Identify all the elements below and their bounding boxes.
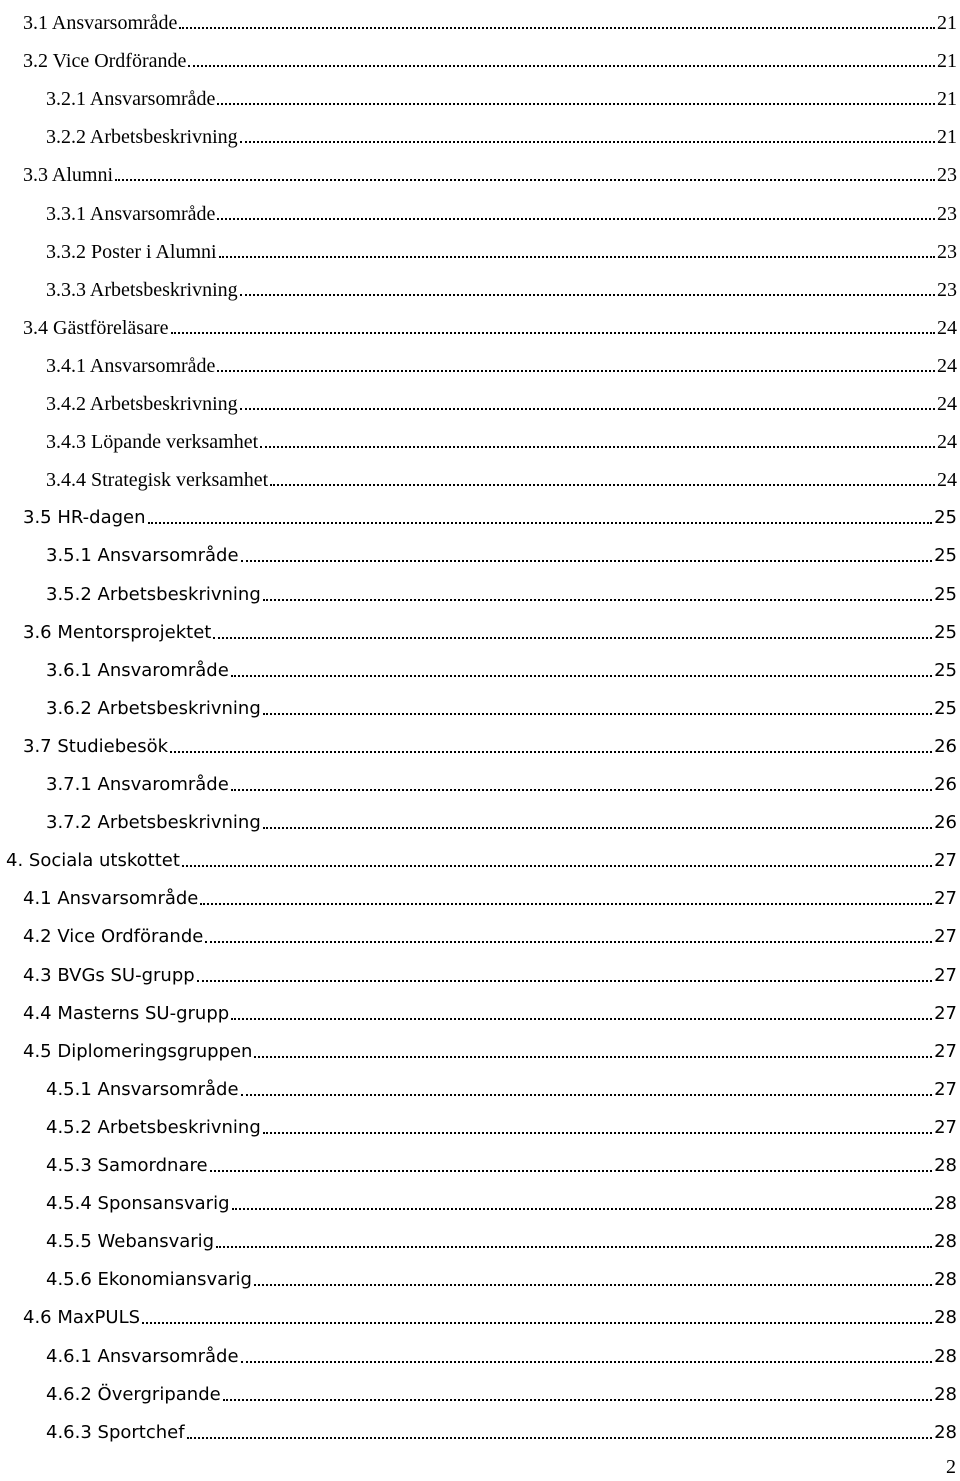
toc-entry-page-number: 27 [934, 926, 957, 948]
toc-entry-page-number: 27 [934, 1116, 957, 1138]
toc-entry-label: 3.3.2 Poster i Alumni [46, 240, 217, 263]
toc-entry-label: 3.4.2 Arbetsbeskrivning [46, 393, 238, 415]
toc-entry-label: 3.3.3 Arbetsbeskrivning [46, 278, 238, 301]
toc-entry[interactable] [0, 1029, 957, 1067]
toc-entry-label: 4.5.1 Ansvarsområde [46, 1078, 239, 1100]
toc-entry[interactable] [0, 762, 957, 800]
toc-entry-label: 3.2.2 Arbetsbeskrivning [46, 126, 238, 149]
toc-dot-leader [240, 141, 935, 143]
toc-dot-leader [270, 484, 935, 486]
toc-entry-label: 3.5 HR-dagen [23, 507, 146, 529]
toc-entry[interactable] [0, 1334, 957, 1372]
toc-entry[interactable] [0, 38, 957, 76]
toc-dot-leader [254, 1056, 932, 1058]
toc-entry-page-number: 24 [937, 354, 957, 377]
toc-entry-page-number: 25 [934, 697, 957, 719]
toc-entry-page-number: 23 [937, 278, 957, 301]
toc-entry-page-number: 27 [934, 1040, 957, 1062]
toc-entry-label: 4.1 Ansvarsområde [23, 888, 199, 910]
toc-entry[interactable] [0, 191, 957, 229]
toc-entry-page-number: 24 [937, 316, 957, 339]
toc-dot-leader [260, 446, 935, 448]
toc-dot-leader [115, 179, 935, 181]
toc-dot-leader [217, 103, 935, 105]
toc-dot-leader [217, 370, 935, 372]
toc-entry[interactable] [0, 229, 957, 267]
toc-dot-leader [170, 751, 932, 753]
toc-entry-label: 4.5.5 Webansvarig [46, 1231, 215, 1253]
toc-entry-page-number: 21 [937, 50, 957, 73]
toc-entry[interactable] [0, 152, 957, 190]
toc-entry[interactable] [0, 267, 957, 305]
toc-entry-page-number: 25 [934, 621, 957, 643]
toc-dot-leader [216, 1246, 932, 1248]
toc-entry[interactable] [0, 114, 957, 152]
toc-dot-leader [241, 1094, 933, 1096]
toc-entry-page-number: 28 [934, 1383, 957, 1405]
toc-entry-label: 3.1 Ansvarsområde [23, 12, 178, 34]
toc-entry-label: 3.4.4 Strategisk verksamhet [46, 469, 269, 492]
toc-entry-label: 4.2 Vice Ordförande [23, 926, 204, 948]
toc-dot-leader [232, 1208, 933, 1210]
toc-dot-leader [182, 865, 932, 867]
toc-entry-label: 4.3 BVGs SU-grupp [23, 964, 195, 986]
toc-entry-page-number: 25 [934, 507, 957, 529]
toc-entry[interactable] [0, 686, 957, 724]
toc-entry-label: 3.5.1 Ansvarsområde [46, 545, 239, 567]
toc-entry-page-number: 25 [934, 659, 957, 681]
toc-dot-leader [240, 408, 935, 410]
toc-dot-leader [197, 980, 932, 982]
toc-dot-leader [254, 1284, 932, 1286]
toc-entry[interactable] [0, 381, 957, 419]
toc-entry-label: 3.6 Mentorsprojektet [23, 621, 212, 643]
toc-entry-page-number: 26 [934, 812, 957, 834]
toc-entry-page-number: 21 [937, 88, 957, 111]
toc-dot-leader [219, 256, 935, 258]
toc-entry[interactable] [0, 495, 957, 533]
toc-entry[interactable] [0, 1143, 957, 1181]
toc-entry-label: 3.6.1 Ansvarområde [46, 659, 229, 681]
toc-entry[interactable] [0, 533, 957, 571]
toc-dot-leader [205, 941, 932, 943]
toc-entry-label: 4.5.6 Ekonomiansvarig [46, 1269, 252, 1291]
toc-entry[interactable] [0, 1410, 957, 1448]
toc-entry[interactable] [0, 953, 957, 991]
toc-entry-page-number: 27 [934, 888, 957, 910]
toc-entry-page-number: 25 [934, 583, 957, 605]
toc-entry-label: 4.5.2 Arbetsbeskrivning [46, 1116, 261, 1138]
toc-entry-page-number: 25 [934, 545, 957, 567]
toc-entry-label: 4. Sociala utskottet [6, 850, 180, 872]
toc-entry-page-number: 26 [934, 774, 957, 795]
toc-entry-label: 4.6.2 Övergripande [46, 1383, 221, 1405]
toc-entry-page-number: 23 [937, 202, 957, 225]
toc-entry[interactable] [0, 1181, 957, 1219]
toc-dot-leader [263, 599, 932, 601]
toc-entry-label: 4.6.1 Ansvarsområde [46, 1345, 239, 1367]
toc-dot-leader [210, 1170, 933, 1172]
toc-entry-page-number: 27 [934, 1078, 957, 1100]
toc-entry-label: 4.5.3 Samordnare [46, 1155, 208, 1176]
toc-entry[interactable] [0, 572, 957, 610]
toc-entry[interactable] [0, 0, 957, 38]
toc-entry[interactable] [0, 724, 957, 762]
toc-entry-label: 3.7.1 Ansvarområde [46, 774, 229, 795]
toc-entry-page-number: 23 [937, 164, 957, 187]
toc-entry-page-number: 27 [934, 850, 957, 872]
toc-entry[interactable] [0, 343, 957, 381]
toc-dot-leader [231, 1018, 932, 1020]
toc-dot-leader [223, 1399, 932, 1401]
toc-entry-page-number: 21 [937, 12, 957, 34]
toc-entry[interactable] [0, 991, 957, 1029]
toc-dot-leader [263, 713, 932, 715]
toc-entry-page-number: 24 [937, 393, 957, 415]
toc-entry-label: 3.2.1 Ansvarsområde [46, 88, 216, 111]
toc-entry[interactable] [0, 838, 957, 876]
toc-entry[interactable] [0, 1067, 957, 1105]
toc-entry-label: 3.4.1 Ansvarsområde [46, 354, 216, 377]
toc-entry[interactable] [0, 914, 957, 952]
toc-entry[interactable] [0, 305, 957, 343]
toc-entry-page-number: 28 [934, 1231, 957, 1253]
toc-entry-label: 3.3 Alumni [23, 164, 114, 187]
toc-entry-label: 3.2 Vice Ordförande [23, 50, 187, 73]
toc-entry-page-number: 28 [934, 1421, 957, 1443]
page-number: 2 [946, 1456, 956, 1478]
toc-entry-page-number: 27 [934, 1002, 957, 1024]
toc-entry[interactable] [0, 610, 957, 648]
toc-entry[interactable] [0, 1372, 957, 1410]
toc-entry[interactable] [0, 648, 957, 686]
toc-entry[interactable] [0, 1219, 957, 1257]
toc-entry[interactable] [0, 800, 957, 838]
toc-dot-leader [171, 332, 936, 334]
toc-entry-page-number: 28 [934, 1269, 957, 1291]
toc-entry-label: 4.5.4 Sponsansvarig [46, 1193, 230, 1215]
toc-dot-leader [231, 675, 932, 677]
toc-dot-leader [241, 1361, 933, 1363]
toc-entry-page-number: 24 [937, 431, 957, 454]
toc-entry-label: 3.4 Gästföreläsare [23, 316, 169, 339]
toc-entry-label: 3.7 Studiebesök [23, 735, 169, 757]
toc-entry[interactable] [0, 876, 957, 914]
toc-entry-page-number: 28 [934, 1193, 957, 1215]
toc-entry[interactable] [0, 1257, 957, 1295]
toc-entry-page-number: 23 [937, 240, 957, 263]
toc-entry-page-number: 28 [934, 1345, 957, 1367]
toc-entry-label: 3.4.3 Löpande verksamhet [46, 431, 259, 454]
toc-entry-page-number: 26 [934, 735, 957, 757]
toc-dot-leader [217, 218, 935, 220]
toc-dot-leader [188, 65, 935, 67]
toc-entry-label: 4.4 Masterns SU-grupp [23, 1002, 230, 1024]
toc-entry-label: 4.6 MaxPULS [23, 1307, 141, 1329]
toc-entry-page-number: 24 [937, 469, 957, 492]
toc-dot-leader [179, 27, 935, 29]
toc-entry-label: 3.6.2 Arbetsbeskrivning [46, 697, 261, 719]
toc-dot-leader [200, 903, 932, 905]
toc-entry-page-number: 28 [934, 1307, 957, 1329]
toc-dot-leader [241, 560, 933, 562]
toc-entry[interactable] [0, 457, 957, 495]
toc-entry-label: 4.6.3 Sportchef [46, 1421, 185, 1443]
toc-entry-label: 3.3.1 Ansvarsområde [46, 202, 216, 225]
toc-dot-leader [263, 827, 932, 829]
toc-entry-page-number: 27 [934, 964, 957, 986]
toc-entry[interactable] [0, 1295, 957, 1333]
toc-entry-label: 3.5.2 Arbetsbeskrivning [46, 583, 261, 605]
toc-dot-leader [231, 789, 932, 791]
toc-entry[interactable] [0, 76, 957, 114]
toc-dot-leader [213, 637, 932, 639]
toc-entry-page-number: 28 [934, 1155, 957, 1176]
toc-dot-leader [187, 1437, 933, 1439]
toc-entry-label: 4.5 Diplomeringsgruppen [23, 1040, 253, 1062]
toc-entry[interactable] [0, 1105, 957, 1143]
toc-entry-page-number: 21 [937, 126, 957, 149]
toc-entry-label: 3.7.2 Arbetsbeskrivning [46, 812, 261, 834]
toc-dot-leader [142, 1322, 932, 1324]
toc-dot-leader [263, 1132, 932, 1134]
toc-dot-leader [240, 294, 935, 296]
toc-entry[interactable] [0, 419, 957, 457]
toc-dot-leader [148, 522, 933, 524]
